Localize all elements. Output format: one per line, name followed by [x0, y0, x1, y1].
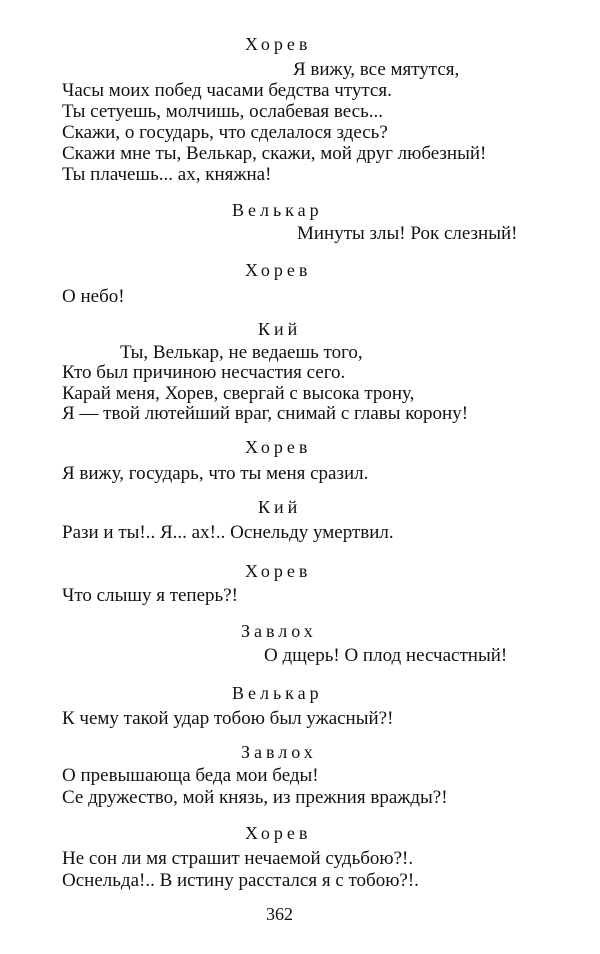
speaker-name: Кий: [258, 497, 302, 517]
verse-line: Ты плачешь... ах, княжна!: [62, 164, 272, 185]
verse-line: Я вижу, государь, что ты меня сразил.: [62, 463, 369, 484]
verse-line: О превышающа беда мои беды!: [62, 765, 319, 786]
speaker-name: Хорев: [245, 437, 312, 457]
verse-line: Кто был причиною несчастия сего.: [62, 362, 346, 383]
verse-line: Скажи, о государь, что сделалося здесь?: [62, 122, 388, 143]
speaker-name: Завлох: [241, 621, 317, 641]
speaker-name: Хорев: [245, 34, 312, 54]
speaker-name: Велькар: [232, 683, 323, 703]
verse-line: Часы моих побед часами бедства чтутся.: [62, 80, 392, 101]
speaker-name: Хорев: [245, 561, 312, 581]
verse-line: О небо!: [62, 286, 125, 307]
speaker-name: Кий: [258, 319, 302, 339]
speaker-name: Хорев: [245, 260, 312, 280]
verse-line: О дщерь! О плод несчастный!: [264, 645, 508, 666]
speaker-name: Завлох: [241, 742, 317, 762]
verse-line: Карай меня, Хорев, свергай с высока трону,: [62, 383, 415, 404]
verse-line: Я — твой лютейший враг, снимай с главы корону!: [62, 403, 469, 424]
page-number: 362: [266, 904, 293, 924]
verse-line: Минуты злы! Рок слезный!: [297, 223, 518, 244]
verse-line: Ты сетуешь, молчишь, ослабевая весь...: [62, 101, 384, 122]
verse-line: К чему такой удар тобою был ужасный?!: [62, 708, 394, 729]
verse-line: Что слышу я теперь?!: [62, 585, 238, 606]
verse-line: Я вижу, все мятутся,: [293, 59, 460, 80]
verse-line: Не сон ли мя страшит нечаемой судьбою?!.: [62, 848, 414, 869]
verse-line: Ты, Велькар, не ведаешь того,: [120, 342, 363, 363]
speaker-name: Хорев: [245, 823, 312, 843]
speaker-name: Велькар: [232, 200, 323, 220]
verse-line: Оснельда!.. В истину расстался я с тобою?!.: [62, 870, 419, 891]
verse-line: Скажи мне ты, Велькар, скажи, мой друг любезный!: [62, 143, 487, 164]
verse-line: Рази и ты!.. Я... ах!.. Оснельду умертвил.: [62, 522, 394, 543]
verse-line: Се дружество, мой князь, из прежния вражды?!: [62, 787, 448, 808]
